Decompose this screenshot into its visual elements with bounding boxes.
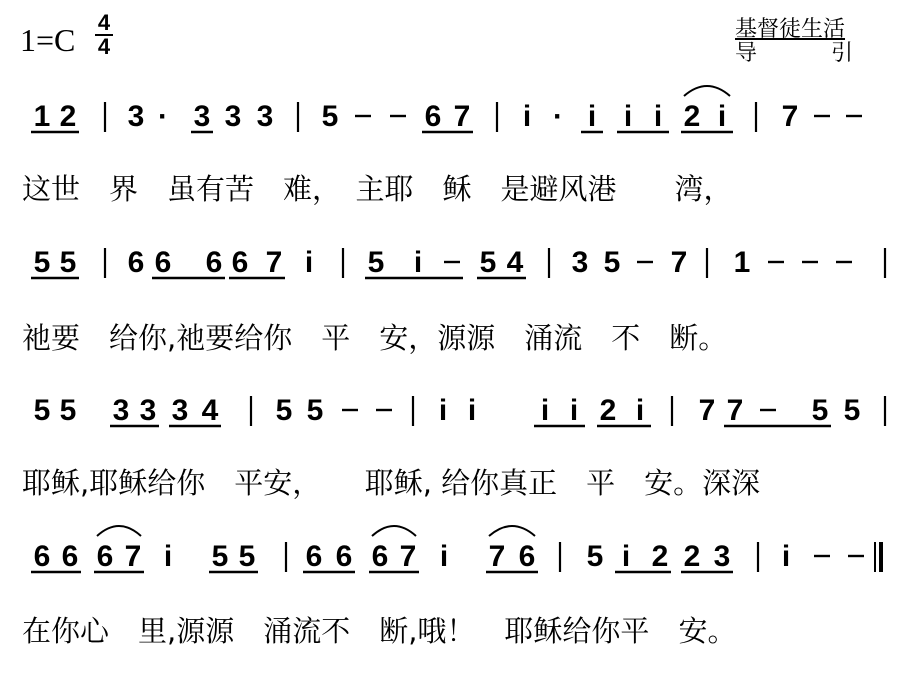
note-5: 5 (275, 394, 293, 427)
note-7: 7 (698, 394, 716, 427)
note-i: i (522, 100, 532, 133)
note-i: i (635, 394, 645, 427)
note-5: 5 (238, 540, 256, 573)
note-i: i (569, 394, 579, 427)
slur (489, 526, 535, 536)
note-i: i (163, 540, 173, 573)
note-6: 6 (61, 540, 79, 573)
note-4: 4 (506, 246, 524, 279)
slur (684, 86, 730, 96)
note-2: 2 (683, 540, 701, 573)
note-3: 3 (256, 100, 274, 133)
meter-top: 4 (97, 10, 111, 35)
note-5: 5 (211, 540, 229, 573)
note-6: 6 (305, 540, 323, 573)
note-3: 3 (171, 394, 189, 427)
note-i: i (781, 540, 791, 573)
note-5: 5 (843, 394, 861, 427)
lyrics-line-1: 这世 界 虽有苦 难， 主耶 稣 是避风港 湾， (22, 172, 733, 206)
slur (372, 526, 416, 536)
note-6: 6 (371, 540, 389, 573)
note-i: i (467, 394, 477, 427)
note-7: 7 (726, 394, 744, 427)
note-3: 3 (127, 100, 145, 133)
note-6: 6 (96, 540, 114, 573)
note-7: 7 (670, 246, 688, 279)
note-5: 5 (811, 394, 829, 427)
note-5: 5 (367, 246, 385, 279)
dot: · (158, 100, 168, 133)
note-3: 3 (193, 100, 211, 133)
note-6: 6 (335, 540, 353, 573)
note-i: i (587, 100, 597, 133)
note-1: 1 (733, 246, 751, 279)
note-5: 5 (59, 394, 77, 427)
note-2: 2 (59, 100, 77, 133)
note-7: 7 (453, 100, 471, 133)
note-3: 3 (713, 540, 731, 573)
note-7: 7 (488, 540, 506, 573)
note-i: i (623, 100, 633, 133)
note-6: 6 (154, 246, 172, 279)
note-6: 6 (231, 246, 249, 279)
note-1: 1 (33, 100, 51, 133)
note-6: 6 (424, 100, 442, 133)
lyrics-line-3: 耶稣,耶稣给你 平安， 耶稣, 给你真正 平 安。深深 (22, 466, 761, 500)
note-i: i (540, 394, 550, 427)
note-3: 3 (224, 100, 242, 133)
note-3: 3 (112, 394, 130, 427)
note-i: i (413, 246, 423, 279)
note-i: i (717, 100, 727, 133)
note-5: 5 (306, 394, 324, 427)
note-5: 5 (479, 246, 497, 279)
dot: · (553, 100, 563, 133)
meter-bottom: 4 (97, 34, 111, 59)
song-title: 基督徒生活 (735, 17, 846, 42)
note-5: 5 (33, 246, 51, 279)
note-6: 6 (127, 246, 145, 279)
note-7: 7 (399, 540, 417, 573)
subtitle-left: 导 (735, 41, 758, 66)
note-i: i (438, 394, 448, 427)
note-5: 5 (33, 394, 51, 427)
slur (97, 526, 141, 536)
note-5: 5 (59, 246, 77, 279)
subtitle-right: 引 (831, 41, 854, 66)
note-7: 7 (781, 100, 799, 133)
note-3: 3 (139, 394, 157, 427)
note-3: 3 (571, 246, 589, 279)
note-6: 6 (205, 246, 223, 279)
note-i: i (653, 100, 663, 133)
note-5: 5 (586, 540, 604, 573)
note-5: 5 (321, 100, 339, 133)
note-2: 2 (683, 100, 701, 133)
lyrics-line-2: 祂要 给你,祂要给你 平 安，源源 涌流 不 断。 (22, 321, 728, 355)
lyrics-line-4: 在你心 里,源源 涌流不 断,哦！ 耶稣给你平 安。 (22, 614, 737, 648)
note-i: i (439, 540, 449, 573)
note-6: 6 (518, 540, 536, 573)
note-5: 5 (603, 246, 621, 279)
note-i: i (304, 246, 314, 279)
note-2: 2 (651, 540, 669, 573)
note-7: 7 (265, 246, 283, 279)
note-7: 7 (124, 540, 142, 573)
key-signature: 1=C (20, 22, 76, 58)
note-2: 2 (599, 394, 617, 427)
note-i: i (621, 540, 631, 573)
note-6: 6 (33, 540, 51, 573)
note-4: 4 (201, 394, 219, 427)
